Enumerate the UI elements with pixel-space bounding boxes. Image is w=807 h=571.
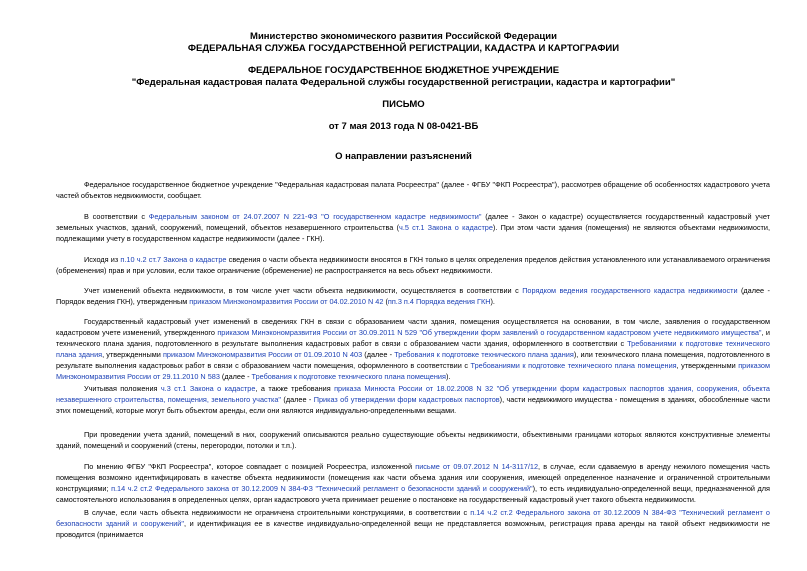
document-subject: О направлении разъяснений (335, 151, 472, 162)
paragraph-text: , утвержденными (102, 350, 163, 359)
paragraph-text: , в случае, если сдаваемую в аренду нежилого помещения часть помещения возможно идентифицировать в качестве объекта недвижимости (помещения как части объема здания или сооружения, имеющей определенное назначение и ограниченной строительными конструкциями; (56, 462, 770, 493)
paragraph-text: ). (490, 297, 495, 306)
paragraph-text: ). (445, 372, 451, 381)
paragraph-text: (далее - (362, 350, 395, 359)
paragraph-text: , и идентификация ее в качестве индивидуально-определенной вещи не представляется возможным, регистрация права аренды на такой объект недвижимости не проводится (принимается (56, 519, 770, 539)
gkn-article-link[interactable]: пп.3 п.4 Порядка ведения ГКН (387, 297, 491, 306)
law-384-link[interactable]: п.14 ч.2 ст.2 Федерального закона от 30.12.2009 N 384-ФЗ "Технический регламент о безопасности зданий и сооружений" (56, 508, 770, 528)
paragraph-1 (56, 179, 770, 201)
paragraph-5 (56, 316, 770, 382)
paragraph-2 (56, 211, 770, 244)
institution-name: ФЕДЕРАЛЬНОЕ ГОСУДАРСТВЕННОЕ БЮДЖЕТНОЕ УЧРЕЖДЕНИЕ (247, 65, 560, 76)
document-date-number: от 7 мая 2013 года N 08-0421-ВБ (328, 121, 479, 132)
premises-plan-requirements-link[interactable]: Требования к подготовке технического плана помещения (251, 372, 446, 381)
order-529-link[interactable]: приказом Минэкономразвития России от 30.09.2011 N 529 "Об утверждении форм заявлений о государственном кадастровом учете недвижимого имущества" (217, 328, 762, 337)
service-name: ФЕДЕРАЛЬНАЯ СЛУЖБА ГОСУДАРСТВЕННОЙ РЕГИСТРАЦИИ, КАДАСТРА И КАРТОГРАФИИ (187, 43, 620, 54)
paragraph-text: Исходя из (84, 255, 121, 264)
paragraph-4 (56, 285, 770, 307)
law-article-link[interactable]: ч.5 ст.1 Закона о кадастре (399, 223, 493, 232)
paragraph-text: Государственный кадастровый учет изменений в сведениях ГКН в связи с образованием части здания, помещения осуществляется на основании, в том числе, заявления о государственном кадастровом учете изменений, утвержденного (56, 317, 770, 337)
paragraph-text: При проведении учета зданий, помещений в них, сооружений описываются реально существующие объекты недвижимости, объективными границами которых являются конструктивные элементы зданий, помещений и сооружений (стены, перегородки, потолки и т.п.). (56, 430, 770, 450)
law-384-link[interactable]: п.14 ч.2 ст.2 Федерального закона от 30.12.2009 N 384-ФЗ "Технический регламент о безопасности зданий и сооружений" (111, 484, 533, 493)
order-403-link[interactable]: приказом Минэкономразвития России от 01.09.2010 N 403 (162, 350, 363, 359)
building-plan-requirements-link[interactable]: Требования к подготовке технического плана здания (394, 350, 574, 359)
passport-forms-order-link[interactable]: Приказ об утверждении форм кадастровых паспортов (313, 395, 500, 404)
order-32-link[interactable]: приказа Минюста России от 18.02.2008 N 32 "Об утверждении форм кадастровых паспортов здания, сооружения, объекта незавершенного строительства, помещения, земельного участка" (56, 384, 770, 404)
letter-link[interactable]: письме от 09.07.2012 N 14-3117/12 (415, 462, 538, 471)
paragraph-3 (56, 254, 770, 276)
law-221-link[interactable]: Федеральным законом от 24.07.2007 N 221-ФЗ "О государственном кадастре недвижимости" (148, 212, 482, 221)
law-article-link[interactable]: п.10 ч.2 ст.7 Закона о кадастре (120, 255, 227, 264)
paragraph-text: Учитывая положения (84, 384, 161, 393)
order-42-link[interactable]: приказом Минэкономразвития России от 04.02.2010 N 42 (189, 297, 384, 306)
paragraph-7 (56, 429, 770, 451)
paragraph-6 (56, 383, 770, 416)
paragraph-text: Учет изменений объекта недвижимости, в том числе учет части объекта недвижимости, осуществляется в соответствии с (84, 286, 523, 295)
paragraph-text: (далее - Закон о кадастре) осуществляется государственный кадастровый учет земельных участков, зданий, сооружений, помещений, объектов незавершенного строительства ( (56, 212, 770, 232)
paragraph-text: По мнению ФГБУ "ФКП Росреестра", которое совпадает с позицией Росреестра, изложенной (84, 462, 416, 471)
paragraph-text: сведения о части объекта недвижимости вносятся в ГКН только в целях определения пределов действия установленного или устанавливаемого ограничения (обременения) прав и при условии, если такое ограничение (обременение) не распространяется на весь объект недвижимости. (56, 255, 771, 275)
paragraph-text: В соответствии с (84, 212, 149, 221)
paragraph-text: , а также требования (255, 384, 335, 393)
paragraph-text: ), или технического плана помещения, подготовленного в результате выполнения кадастровых работ в связи с образованием части помещения, оформленного в соответствии с (56, 350, 770, 370)
building-plan-requirements-link[interactable]: Требованиями к подготовке технического плана здания (56, 339, 770, 359)
paragraph-text: ( (383, 297, 388, 306)
institution-full-name: "Федеральная кадастровая палата Федеральной службы государственной регистрации, кадастра и картографии" (131, 77, 676, 88)
document-type: ПИСЬМО (382, 99, 425, 110)
law-article-link[interactable]: ч.3 ст.1 Закона о кадастре (160, 384, 256, 393)
paragraph-text: , утвержденными (676, 361, 739, 370)
paragraph-text: ), части недвижимого имущества - помещения в зданиях, обособленные части этих помещений, которые могут быть объектом аренды, если они являются индивидуально-определенными вещами. (56, 395, 770, 415)
paragraph-text: (далее - (219, 372, 252, 381)
gkn-order-link[interactable]: Порядком ведения государственного кадастра недвижимости (522, 286, 738, 295)
paragraph-8 (56, 461, 770, 505)
paragraph-text: Федеральное государственное бюджетное учреждение "Федеральная кадастровая палата Росреестра" (далее - ФГБУ "ФКП Росреестра"), рассмотрев обращение об особенностях кадастрового учета частей объектов недвижимости, сообщает. (56, 180, 770, 200)
paragraph-9 (56, 507, 770, 540)
paragraph-text: (далее - (281, 395, 314, 404)
paragraph-text: ), то есть индивидуально-определенной вещи, предназначенной для самостоятельного использования в определенных целях, орган кадастрового учета принимает решение о постановке на государственный кадастровый учет такого объекта недвижимости. (56, 484, 770, 504)
paragraph-text: , и технического плана здания, подготовленного в результате выполнения кадастровых работ в связи с образованием части здания, оформленного в соответствии с (56, 328, 770, 348)
paragraph-text: В случае, если часть объекта недвижимости не ограничена строительными конструкциями, в соответствии с (84, 508, 471, 517)
ministry-name: Министерство экономического развития Российской Федерации (250, 31, 557, 42)
paragraph-text: ). При этом части здания (помещения) не являются объектами недвижимости, подлежащими учету в государственном кадастре недвижимости (далее - ГКН). (56, 223, 771, 243)
order-583-link[interactable]: приказом Минэкономразвития России от 29.11.2010 N 583 (56, 361, 770, 381)
paragraph-text: (далее - Порядок ведения ГКН), утвержденным (56, 286, 770, 306)
premises-plan-requirements-link[interactable]: Требованиями к подготовке технического плана помещения (470, 361, 677, 370)
